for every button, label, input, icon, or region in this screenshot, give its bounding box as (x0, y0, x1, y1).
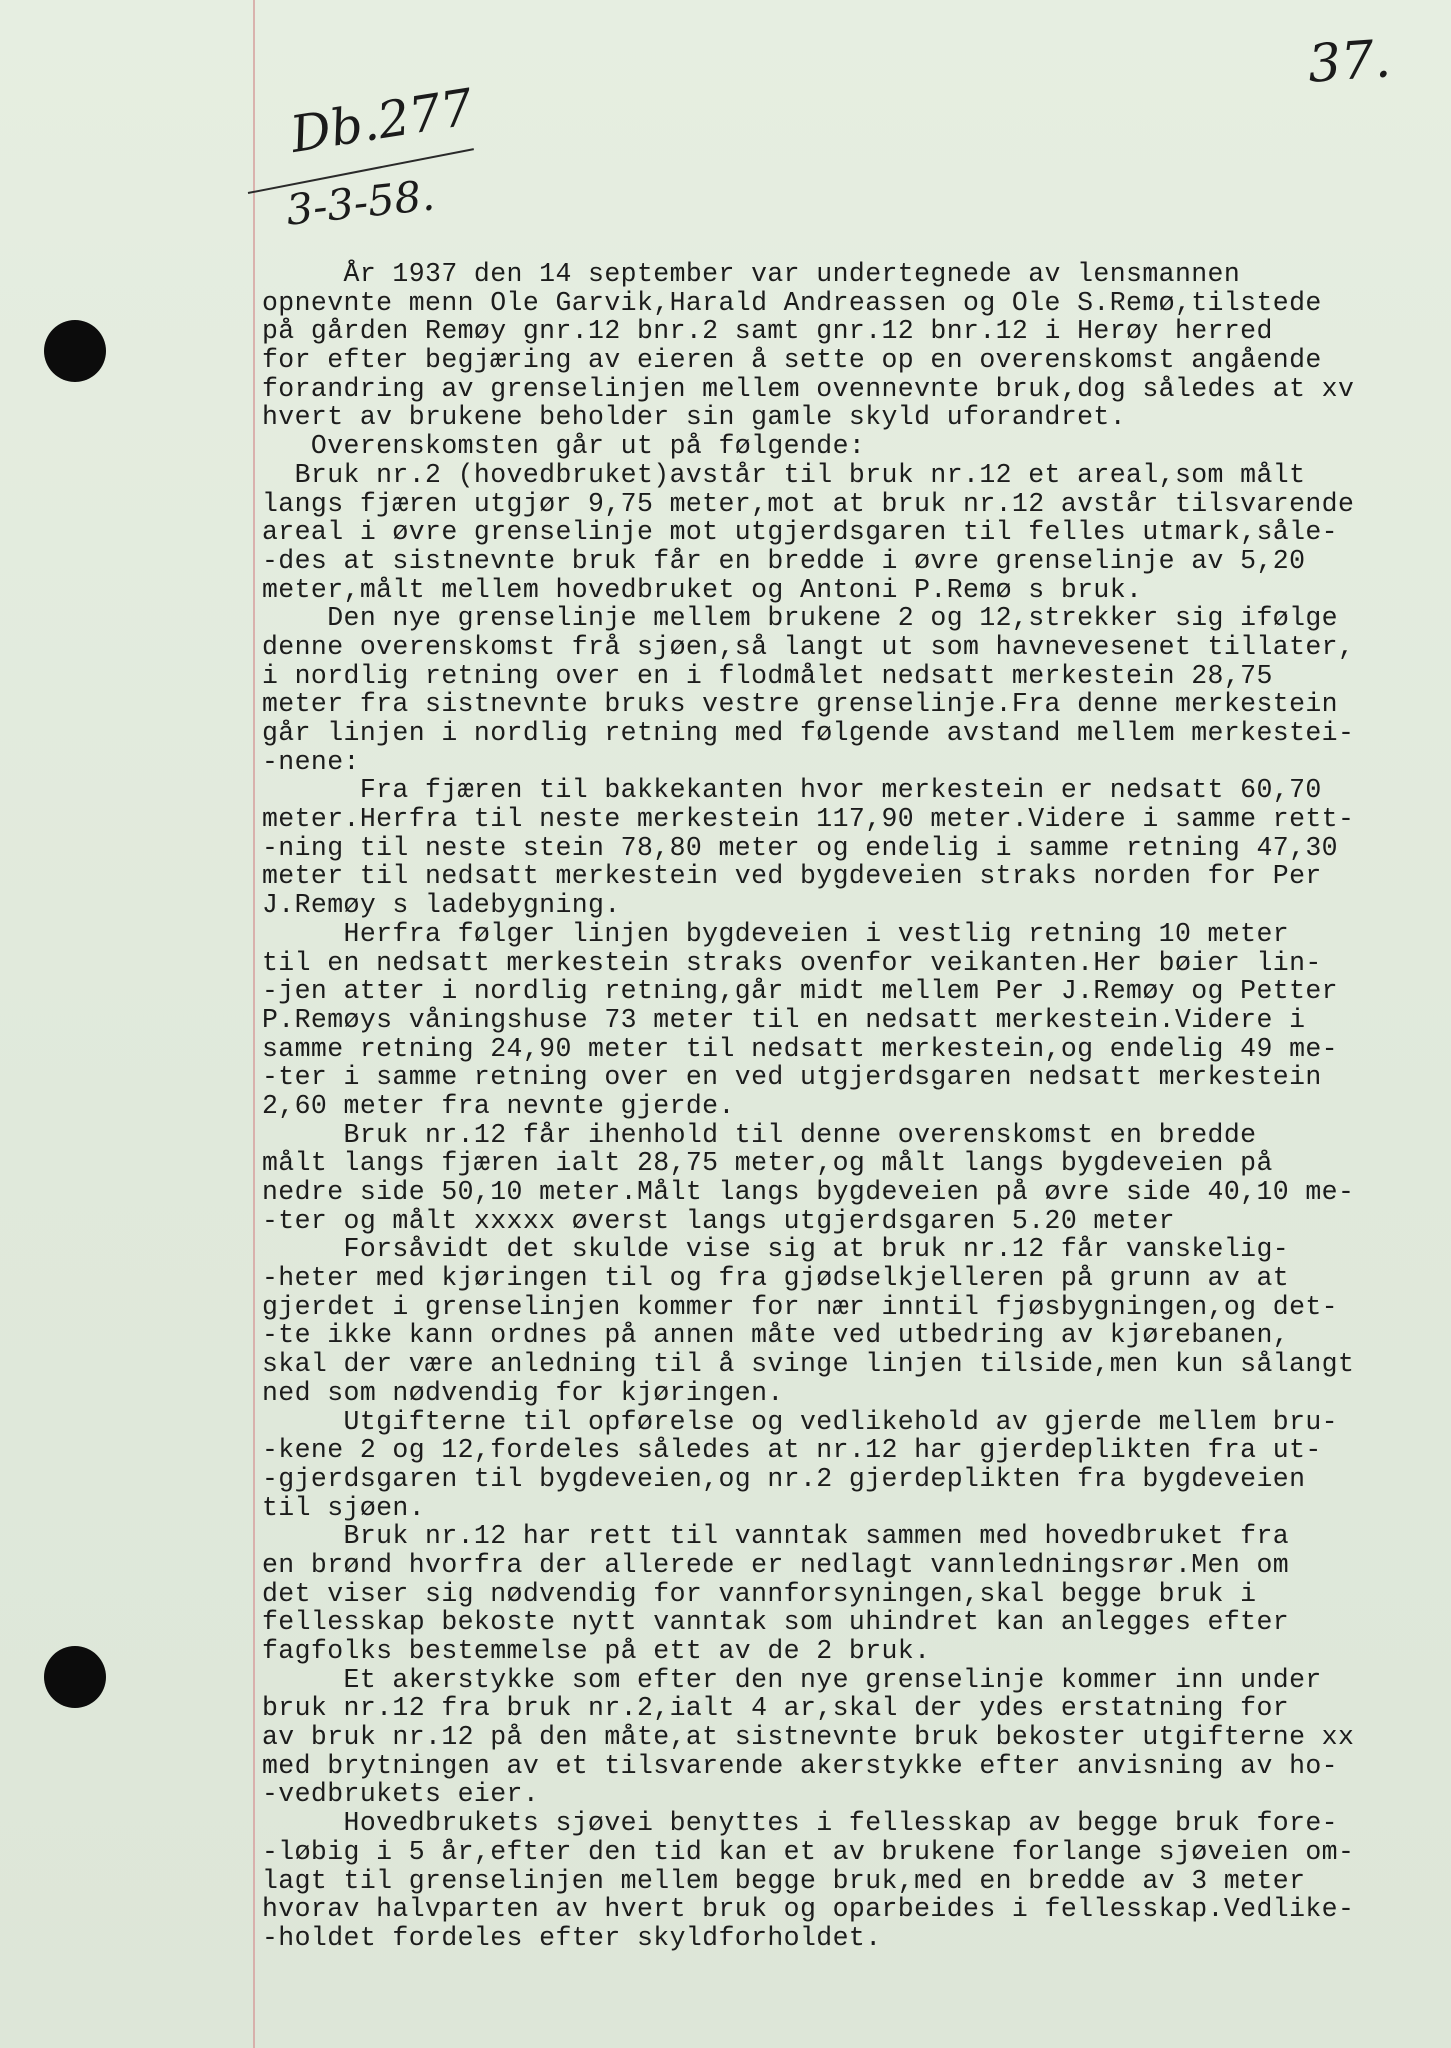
body-line: til sjøen. (262, 1492, 426, 1523)
body-line: denne overenskomst frå sjøen,så langt ut som havnevesenet tillater, (262, 631, 1355, 662)
body-line: hvorav halvparten av hvert bruk og oparbeides i fellesskap.Vedlike- (262, 1894, 1355, 1925)
body-line: hvert av brukene beholder sin gamle skyld uforandret. (262, 402, 1127, 433)
body-line: -gjerdsgaren til bygdeveien,og nr.2 gjerdeplikten fra bygdeveien (262, 1463, 1306, 1494)
body-line: meter fra sistnevnte bruks vestre grenselinje.Fra denne merkestein (262, 689, 1338, 720)
binder-hole-bottom (44, 1646, 106, 1708)
body-line: av bruk nr.12 på den måte,at sistnevnte bruk bekoster utgifterne xx (262, 1722, 1355, 1753)
body-line: 2,60 meter fra nevnte gjerde. (262, 1090, 735, 1121)
body-line: fagfolks bestemmelse på ett av de 2 bruk. (262, 1636, 931, 1666)
body-line: P.Remøys våningshuse 73 meter til en nedsatt merkestein.Videre i (262, 1004, 1306, 1035)
body-line: -te ikke kann ordnes på annen måte ved utbedring av kjørebanen, (262, 1320, 1290, 1351)
body-line: målt langs fjæren ialt 28,75 meter,og målt langs bygdeveien på (262, 1148, 1273, 1179)
body-line: nedre side 50,10 meter.Målt langs bygdeveien på øvre side 40,10 me- (262, 1177, 1355, 1207)
body-line: gjerdet i grenselinjen kommer for nær inntil fjøsbygningen,og det- (262, 1291, 1338, 1322)
body-line: meter.Herfra til neste merkestein 117,90 meter.Videre i samme rett- (262, 804, 1355, 835)
body-line: i nordlig retning over en i flodmålet nedsatt merkestein 28,75 (262, 660, 1273, 691)
body-line: -ter og målt xxxxx øverst langs utgjerdsgaren 5.20 meter (262, 1205, 1175, 1236)
body-line: År 1937 den 14 september var undertegnede av lensmannen (262, 259, 1241, 289)
body-line: Overenskomsten går ut på følgende: (262, 431, 866, 462)
body-line: Forsåvidt det skulde vise sig at bruk nr.12 får vanskelig- (262, 1234, 1290, 1265)
body-line: for efter begjæring av eieren å sette op en overenskomst angående (262, 345, 1322, 376)
body-line: meter,målt mellem hovedbruket og Antoni P.Remø s bruk. (262, 574, 1143, 605)
body-line: fellesskap bekoste nytt vanntak som uhindret kan anlegges efter (262, 1607, 1290, 1638)
body-line: areal i øvre grenselinje mot utgjerdsgaren til felles utmark,såle- (262, 517, 1338, 548)
body-line: opnevnte menn Ole Garvik,Harald Andreassen og Ole S.Remø,tilstede (262, 287, 1322, 318)
body-line: -des at sistnevnte bruk får en bredde i øvre grenselinje av 5,20 (262, 545, 1306, 576)
red-margin-line (253, 0, 255, 2048)
body-line: -ning til neste stein 78,80 meter og endelig i samme retning 47,30 (262, 832, 1338, 863)
body-line: Herfra følger linjen bygdeveien i vestlig retning 10 meter (262, 918, 1290, 949)
body-line: J.Remøy s ladebygning. (262, 890, 621, 921)
body-line: Den nye grenselinje mellem brukene 2 og 12,strekker sig ifølge (262, 603, 1338, 634)
body-line: Bruk nr.12 har rett til vanntak sammen med hovedbruket fra (262, 1521, 1290, 1552)
body-line: bruk nr.12 fra bruk nr.2,ialt 4 ar,skal der ydes erstatning for (262, 1693, 1290, 1724)
body-line: lagt til grenselinjen mellem begge bruk,med en bredde av 3 meter (262, 1865, 1306, 1896)
body-line: -vedbrukets eier. (262, 1779, 540, 1810)
body-line: med brytningen av et tilsvarende akerstykke efter anvisning av ho- (262, 1750, 1338, 1781)
dagbok-number: Db.277 (286, 78, 477, 164)
body-line: Bruk nr.12 får ihenhold til denne overenskomst en bredde (262, 1119, 1257, 1150)
body-line: -løbig i 5 år,efter den tid kan et av brukene forlange sjøveien om- (262, 1836, 1355, 1867)
body-line: meter til nedsatt merkestein ved bygdeveien straks norden for Per (262, 861, 1322, 892)
binder-hole-top (44, 320, 106, 382)
body-line: -jen atter i nordlig retning,går midt mellem Per J.Remøy og Petter (262, 976, 1338, 1007)
body-line: Bruk nr.2 (hovedbruket)avstår til bruk nr.12 et areal,som målt (262, 459, 1306, 490)
body-line: til en nedsatt merkestein straks ovenfor veikanten.Her bøier lin- (262, 947, 1322, 978)
body-line: Et akerstykke som efter den nye grenselinje kommer inn under (262, 1664, 1322, 1695)
page-number: 37. (1306, 29, 1393, 95)
body-line: Utgifterne til opførelse og vedlikehold av gjerde mellem bru- (262, 1406, 1338, 1437)
body-line: går linjen i nordlig retning med følgende avstand mellem merkestei- (262, 718, 1355, 748)
body-line: på gården Remøy gnr.12 bnr.2 samt gnr.12 bnr.12 i Herøy herred (262, 316, 1273, 347)
typed-body-text (262, 260, 1442, 1953)
body-line: samme retning 24,90 meter til nedsatt merkestein,og endelig 49 me- (262, 1033, 1338, 1064)
body-line: -holdet fordeles efter skyldforholdet. (262, 1922, 882, 1953)
body-line: Hovedbrukets sjøvei benyttes i fellesskap av begge bruk fore- (262, 1808, 1338, 1839)
body-line: -kene 2 og 12,fordeles således at nr.12 har gjerdeplikten fra ut- (262, 1435, 1322, 1466)
body-line: det viser sig nødvendig for vannforsyningen,skal begge bruk i (262, 1578, 1257, 1609)
body-line: -nene: (262, 746, 360, 777)
body-line: langs fjæren utgjør 9,75 meter,mot at bruk nr.12 avstår tilsvarende (262, 488, 1355, 519)
body-line: skal der være anledning til å svinge linjen tilside,men kun sålangt (262, 1349, 1355, 1380)
body-line: -ter i samme retning over en ved utgjerdsgaren nedsatt merkestein (262, 1062, 1322, 1093)
body-line: -heter med kjøringen til og fra gjødselkjelleren på grunn av at (262, 1263, 1290, 1294)
dagbok-date: 3-3-58. (283, 170, 437, 235)
body-line: forandring av grenselinjen mellem ovennevnte bruk,dog således at xv (262, 373, 1355, 404)
body-line: Fra fjæren til bakkekanten hvor merkestein er nedsatt 60,70 (262, 775, 1322, 806)
body-line: ned som nødvendig for kjøringen. (262, 1377, 784, 1408)
body-line: en brønd hvorfra der allerede er nedlagt vannledningsrør.Men om (262, 1549, 1290, 1580)
